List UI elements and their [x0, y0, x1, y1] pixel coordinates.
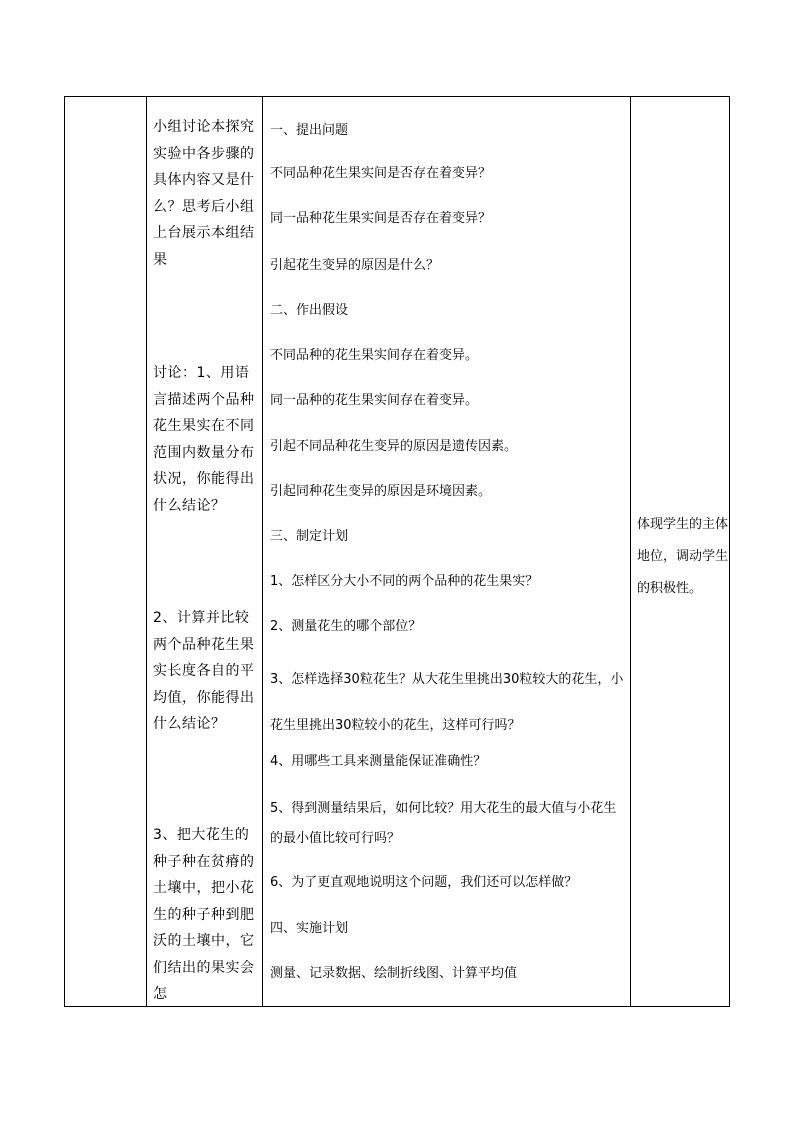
column-inquiry-steps: [263, 97, 631, 1006]
plan-item-1: 1、怎样区分大小不同的两个品种的花生果实？: [270, 574, 539, 589]
plan-item-6: 6、为了更直观地说明这个问题，我们还可以怎样做？: [270, 875, 578, 890]
plan-item-3: 3、怎样选择30粒花生？从大花生里挑出30粒较大的花生，小花生里挑出30粒较小的花生，这样可行吗？: [270, 672, 624, 733]
hypothesis-line-4: 引起同种花生变异的原因是环境因素。: [270, 484, 492, 499]
activity-paragraph-3: 2、计算并比较两个品种花生果实长度各自的平均值，你能得出什么结论？: [153, 610, 255, 732]
activity-paragraph-4: 3、把大花生的种子种在贫瘠的土壤中，把小花生的种子种到肥沃的土壤中，它们结出的果实会怎: [153, 827, 255, 1002]
activity-paragraph-2: 讨论：1、用语言描述两个品种花生果实在不同范围内数量分布状况，你能得出什么结论？: [153, 365, 255, 514]
heading-ask-question: 一、提出问题: [270, 123, 349, 138]
plan-item-5: 5、得到测量结果后，如何比较？用大花生的最大值与小花生的最小值比较可行吗？: [270, 801, 617, 846]
column-empty: [65, 97, 147, 1006]
heading-plan: 三、制定计划: [270, 529, 349, 544]
column-design-intent: [631, 97, 731, 1006]
hypothesis-line-3: 引起不同品种花生变异的原因是遗传因素。: [270, 439, 518, 454]
activity-paragraph-1: 小组讨论本探究实验中各步骤的具体内容又是什么？思考后小组上台展示本组结果: [153, 119, 255, 268]
heading-hypothesis: 二、作出假设: [270, 303, 349, 318]
plan-item-2: 2、测量花生的哪个部位？: [270, 619, 422, 634]
question-line-2: 同一品种花生果实间是否存在着变异？: [270, 211, 492, 226]
column-student-activity: [147, 97, 263, 1006]
implement-line: 测量、记录数据、绘制折线图、计算平均值: [270, 966, 518, 981]
hypothesis-line-1: 不同品种的花生果实间存在着变异。: [270, 348, 479, 363]
hypothesis-line-2: 同一品种的花生果实间存在着变异。: [270, 393, 479, 408]
plan-item-4: 4、用哪些工具来测量能保证准确性？: [270, 754, 487, 769]
design-intent-text: 体现学生的主体地位，调动学生的积极性。: [637, 517, 729, 596]
heading-implement: 四、实施计划: [270, 921, 349, 936]
question-line-1: 不同品种花生果实间是否存在着变异？: [270, 166, 492, 181]
question-line-3: 引起花生变异的原因是什么？: [270, 258, 440, 273]
lesson-table: [64, 96, 730, 1007]
